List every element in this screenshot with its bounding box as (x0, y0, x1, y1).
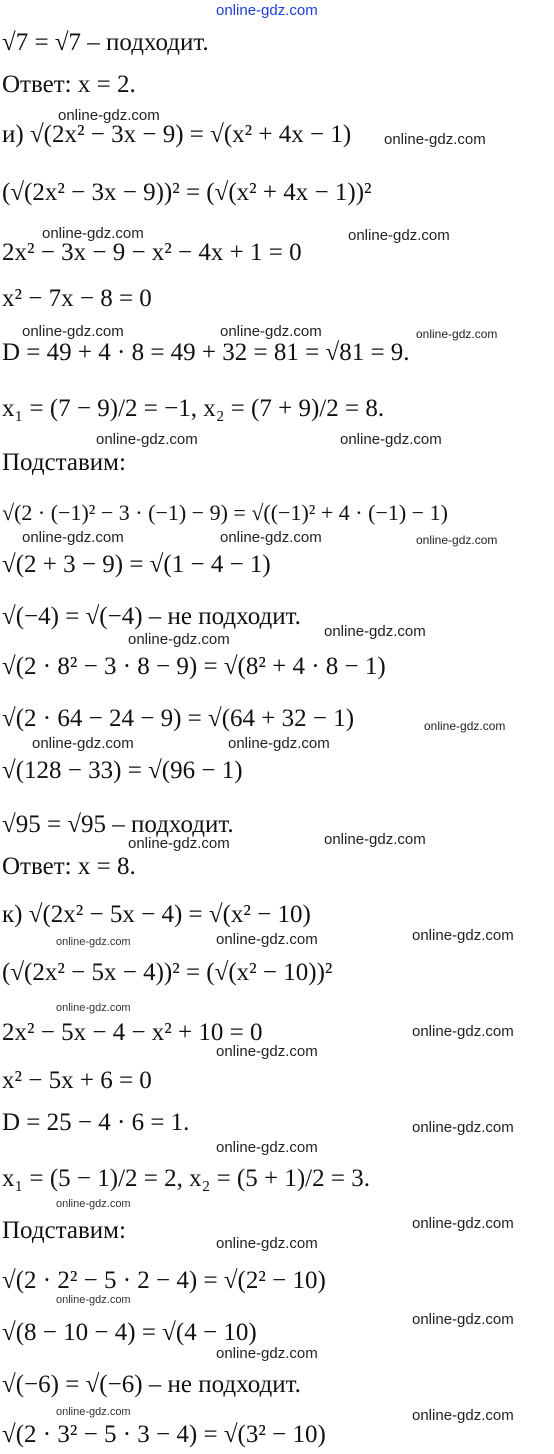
equation-line: 2x² − 5x − 4 − x² + 10 = 0 (2, 1019, 263, 1046)
equation-line: √(−6) = √(−6) – не подходит. (2, 1371, 301, 1398)
equation-line: √95 = √95 – подходит. (2, 811, 234, 838)
watermark: online-gdz.com (56, 936, 131, 948)
answer-line: Ответ: x = 2. (2, 71, 136, 98)
equation-line: x² − 7x − 8 = 0 (2, 285, 152, 312)
watermark: online-gdz.com (340, 431, 442, 448)
watermark: online-gdz.com (58, 107, 160, 124)
equation-line: √(−4) = √(−4) – не подходит. (2, 603, 301, 630)
watermark: online-gdz.com (416, 327, 498, 341)
watermark: online-gdz.com (32, 735, 134, 752)
watermark: online-gdz.com (348, 227, 450, 244)
substitute-label: Подставим: (2, 1217, 126, 1244)
watermark: online-gdz.com (216, 1235, 318, 1252)
watermark: online-gdz.com (228, 735, 330, 752)
watermark: online-gdz.com (412, 1311, 514, 1328)
watermark: online-gdz.com (56, 1198, 131, 1210)
watermark: online-gdz.com (216, 1043, 318, 1060)
watermark: online-gdz.com (22, 529, 124, 546)
equation-line: √(2 · 3² − 5 · 3 − 4) = √(3² − 10) (2, 1421, 326, 1448)
discriminant-line: D = 25 − 4 · 6 = 1. (2, 1109, 190, 1136)
equation-line: (√(2x² − 3x − 9))² = (√(x² + 4x − 1))² (2, 179, 372, 206)
watermark: online-gdz.com (216, 931, 318, 948)
watermark: online-gdz.com (424, 719, 506, 733)
watermark: online-gdz.com (324, 831, 426, 848)
watermark: online-gdz.com (216, 1139, 318, 1156)
watermark: online-gdz.com (22, 323, 124, 340)
watermark: online-gdz.com (56, 1406, 131, 1418)
watermark: online-gdz.com (416, 533, 498, 547)
watermark: online-gdz.com (220, 323, 322, 340)
equation-line: √(2 + 3 − 9) = √(1 − 4 − 1) (2, 551, 271, 578)
roots-line: x₁ = (5 − 1)/2 = 2, x₂ = (5 + 1)/2 = 3. (2, 1165, 370, 1192)
watermark-top: online-gdz.com (216, 2, 318, 19)
equation-line: 2x² − 3x − 9 − x² − 4x + 1 = 0 (2, 239, 302, 266)
equation-line: √(128 − 33) = √(96 − 1) (2, 757, 243, 784)
answer-line: Ответ: x = 8. (2, 853, 136, 880)
equation-line: √(2 · 64 − 24 − 9) = √(64 + 32 − 1) (2, 705, 355, 732)
watermark: online-gdz.com (216, 1345, 318, 1362)
watermark: online-gdz.com (384, 131, 486, 148)
watermark: online-gdz.com (324, 623, 426, 640)
watermark: online-gdz.com (412, 1407, 514, 1424)
problem-heading: и) √(2x² − 3x − 9) = √(x² + 4x − 1) (2, 121, 352, 148)
equation-line: (√(2x² − 5x − 4))² = (√(x² − 10))² (2, 959, 333, 986)
watermark: online-gdz.com (56, 1002, 131, 1014)
watermark: online-gdz.com (412, 1119, 514, 1136)
roots-line: x₁ = (7 − 9)/2 = −1, x₂ = (7 + 9)/2 = 8. (2, 395, 385, 422)
equation-line: √7 = √7 – подходит. (2, 29, 209, 56)
equation-line: x² − 5x + 6 = 0 (2, 1067, 152, 1094)
substitute-label: Подставим: (2, 449, 126, 476)
watermark: online-gdz.com (56, 1294, 131, 1306)
watermark: online-gdz.com (412, 1023, 514, 1040)
equation-line: √(2 · (−1)² − 3 · (−1) − 9) = √((−1)² + 4 · (−1) − 1) (2, 500, 448, 525)
watermark: online-gdz.com (128, 631, 230, 648)
equation-line: √(2 · 2² − 5 · 2 − 4) = √(2² − 10) (2, 1267, 326, 1294)
watermark: online-gdz.com (220, 529, 322, 546)
equation-line: √(8 − 10 − 4) = √(4 − 10) (2, 1319, 257, 1346)
watermark: online-gdz.com (128, 835, 230, 852)
watermark: online-gdz.com (412, 1215, 514, 1232)
equation-line: √(2 · 8² − 3 · 8 − 9) = √(8² + 4 · 8 − 1) (2, 653, 386, 680)
watermark: online-gdz.com (412, 927, 514, 944)
watermark: online-gdz.com (42, 225, 144, 242)
watermark: online-gdz.com (96, 431, 198, 448)
discriminant-line: D = 49 + 4 · 8 = 49 + 32 = 81 = √81 = 9. (2, 339, 410, 366)
problem-heading: к) √(2x² − 5x − 4) = √(x² − 10) (2, 901, 311, 928)
